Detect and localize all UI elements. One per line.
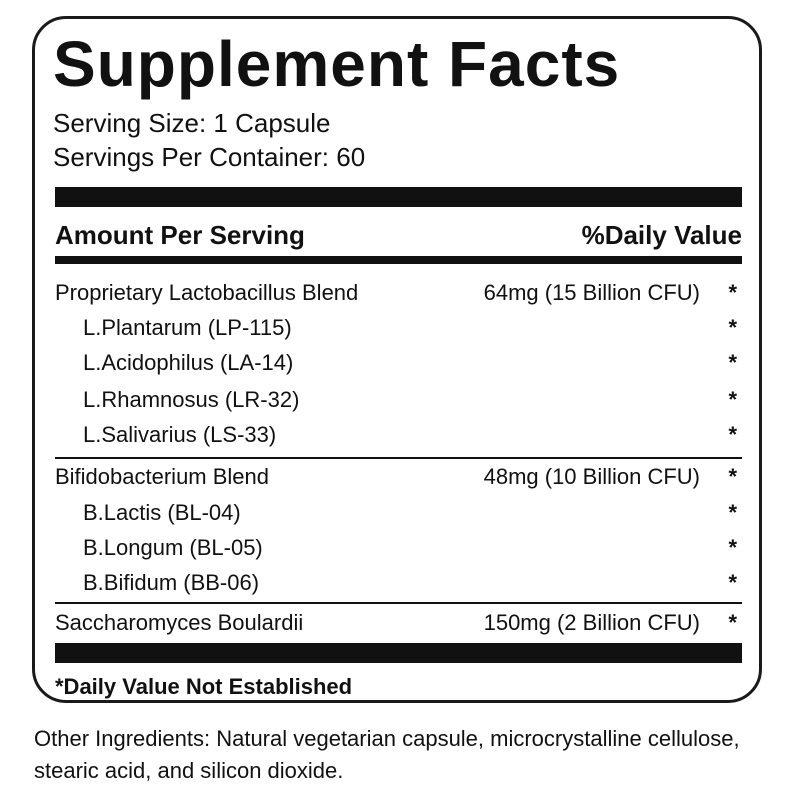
- ingredient-amount: 64mg (15 Billion CFU): [483, 280, 700, 305]
- ingredient-name: Proprietary Lactobacillus Blend: [55, 280, 359, 305]
- daily-value-mark: *: [728, 500, 737, 525]
- daily-value-mark: *: [728, 350, 737, 375]
- daily-value-mark: *: [728, 570, 737, 595]
- ingredient-amount: 48mg (10 Billion CFU): [483, 464, 700, 489]
- daily-value-footnote: *Daily Value Not Established: [55, 674, 353, 699]
- sub-ingredient-row: [55, 418, 742, 452]
- section-divider: [55, 602, 742, 604]
- ingredient-name: Saccharomyces Boulardii: [55, 610, 304, 635]
- sub-ingredient-row: [55, 383, 742, 417]
- sub-ingredient-name: B.Bifidum (BB-06): [83, 570, 260, 595]
- sub-ingredient-name: L.Acidophilus (LA-14): [83, 350, 294, 375]
- ingredient-row-saccharomyces-boulardii: [55, 606, 742, 640]
- sub-ingredient-row: [55, 311, 742, 345]
- servings-per-container: Servings Per Container: 60: [53, 142, 366, 172]
- amount-per-serving-header: Amount Per Serving: [55, 220, 305, 250]
- daily-value-header: %Daily Value: [581, 220, 742, 250]
- sub-ingredient-row: [55, 531, 742, 565]
- daily-value-mark: *: [728, 315, 737, 340]
- sub-ingredient-row: [55, 496, 742, 530]
- panel-title: Supplement Facts: [53, 28, 621, 100]
- sub-ingredient-name: L.Rhamnosus (LR-32): [83, 387, 300, 412]
- daily-value-mark: *: [728, 387, 737, 412]
- daily-value-mark: *: [728, 535, 737, 560]
- other-ingredients: Other Ingredients: Natural vegetarian capsule, microcrystalline cellulose, stearic acid, and silicon dioxide.: [34, 726, 740, 783]
- sub-ingredient-name: L.Salivarius (LS-33): [83, 422, 277, 447]
- serving-size: Serving Size: 1 Capsule: [53, 108, 331, 138]
- ingredient-row-bifidobacterium-blend: [55, 460, 742, 494]
- daily-value-mark: *: [728, 610, 737, 635]
- sub-ingredient-name: L.Plantarum (LP-115): [83, 315, 292, 340]
- ingredient-amount: 150mg (2 Billion CFU): [483, 610, 700, 635]
- daily-value-mark: *: [728, 280, 737, 305]
- sub-ingredient-row: [55, 566, 742, 600]
- thick-rule-bottom: [55, 643, 742, 663]
- sub-ingredient-row: [55, 346, 742, 380]
- header-rule: [55, 256, 742, 264]
- daily-value-mark: *: [728, 464, 737, 489]
- thick-rule-top: [55, 187, 742, 207]
- section-divider: [55, 457, 742, 459]
- ingredient-name: Bifidobacterium Blend: [55, 464, 270, 489]
- sub-ingredient-name: B.Lactis (BL-04): [83, 500, 241, 525]
- sub-ingredient-name: B.Longum (BL-05): [83, 535, 263, 560]
- daily-value-mark: *: [728, 422, 737, 447]
- ingredient-row-lactobacillus-blend: [55, 276, 742, 310]
